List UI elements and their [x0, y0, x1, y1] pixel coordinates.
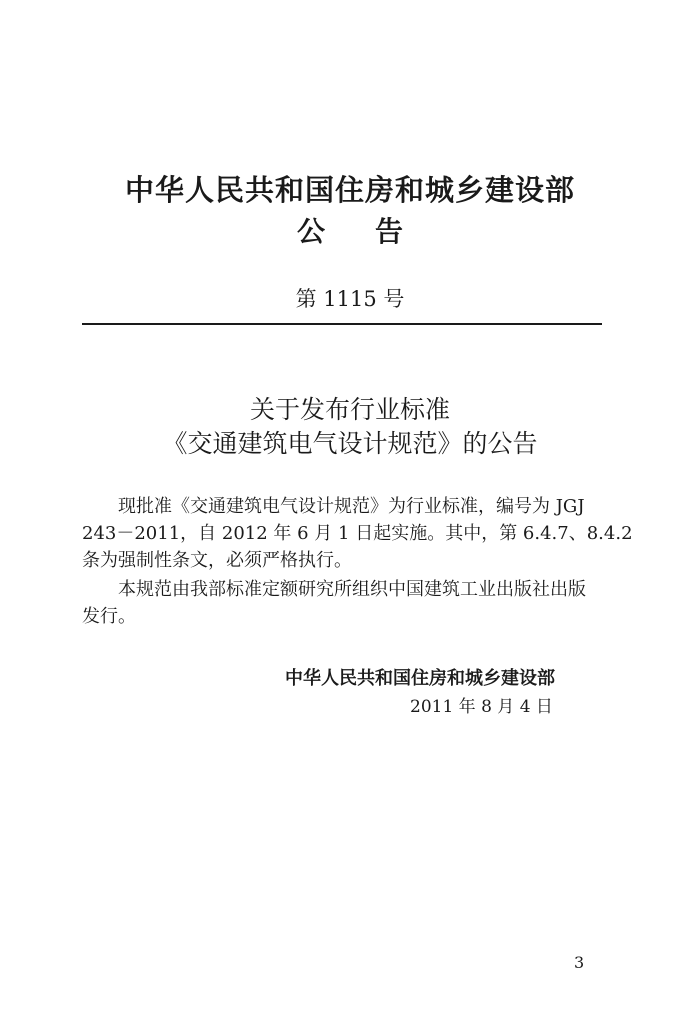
- divider-rule: [82, 323, 602, 325]
- paragraph-line: 本规范由我部标准定额研究所组织中国建筑工业出版社出版: [118, 579, 586, 600]
- ministry-title: 中华人民共和国住房和城乡建设部: [124, 173, 575, 207]
- announcement-heading-line-2: 《交通建筑电气设计规范》的公告: [162, 429, 538, 458]
- body-paragraph-2: [82, 576, 604, 630]
- page-number: 3: [574, 953, 585, 972]
- paragraph-line: 发行。: [82, 606, 136, 627]
- notice-number: 第 1115 号: [295, 287, 405, 311]
- body-paragraph-1: [82, 493, 633, 574]
- paragraph-line: 条为强制性条文，必须严格执行。: [82, 550, 352, 571]
- paragraph-line: 现批准《交通建筑电气设计规范》为行业标准，编号为 JGJ: [118, 496, 585, 517]
- signature-date: 2011 年 8 月 4 日: [410, 697, 553, 717]
- paragraph-line: 243－2011，自 2012 年 6 月 1 日起实施。其中，第 6.4.7、8.4.2: [82, 523, 633, 544]
- signature-organization: 中华人民共和国住房和城乡建设部: [285, 668, 555, 689]
- notice-title: 公告: [296, 215, 453, 248]
- announcement-heading-line-1: 关于发布行业标准: [249, 395, 450, 424]
